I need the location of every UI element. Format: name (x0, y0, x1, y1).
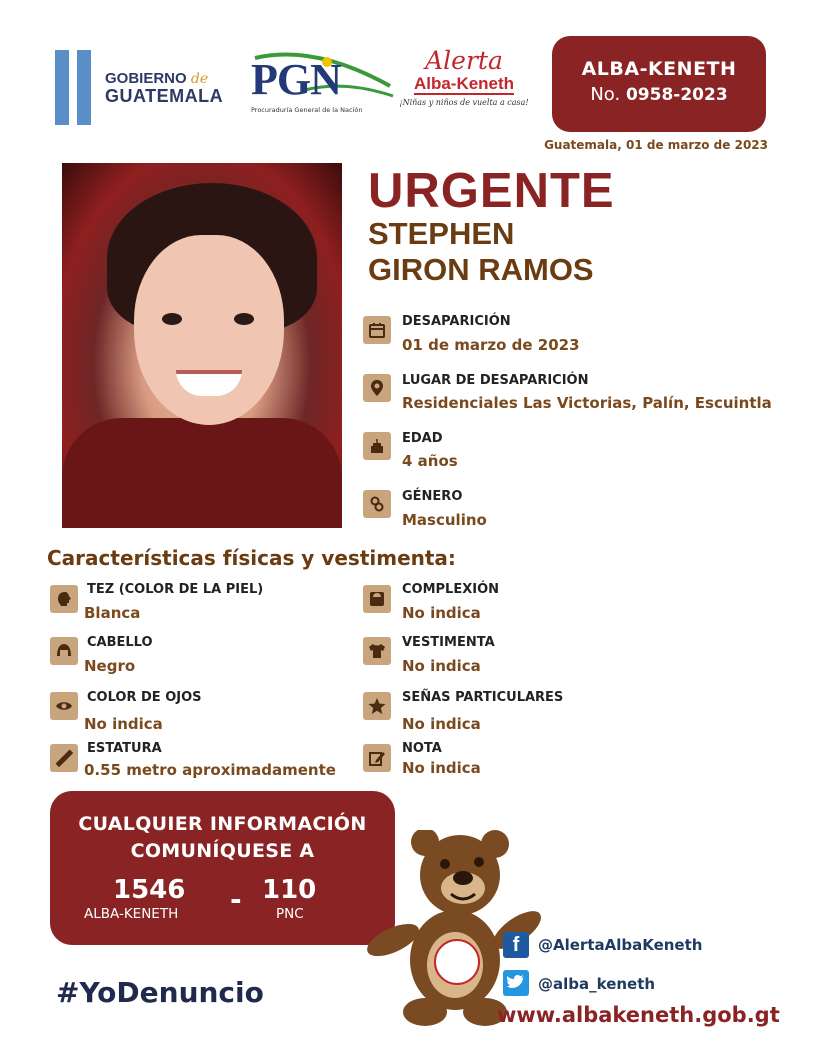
calendar-icon (363, 316, 391, 344)
char-label-note: NOTA (402, 741, 442, 756)
gobierno-line2: GUATEMALA (105, 86, 224, 106)
char-label-marks: SEÑAS PARTICULARES (402, 690, 564, 705)
contact-box (50, 791, 395, 945)
phone-separator: - (230, 883, 242, 916)
twitter-handle[interactable]: @alba_keneth (538, 975, 656, 993)
case-no-label: No. (590, 84, 621, 105)
case-number-badge (552, 36, 766, 132)
first-name: STEPHEN (368, 216, 515, 251)
pgn-subtitle: Procuraduría General de la Nación (251, 106, 363, 114)
pgn-letters: PGN (251, 55, 341, 104)
star-icon (363, 692, 391, 720)
char-label-hair: CABELLO (87, 635, 153, 650)
char-label-build: COMPLEXIÓN (402, 582, 500, 597)
note-edit-icon (363, 744, 391, 772)
head-profile-icon (50, 585, 78, 613)
gobierno-de: de (190, 71, 209, 87)
contact-line2: COMUNÍQUESE A (130, 840, 315, 862)
scale-icon (363, 585, 391, 613)
alerta-script: Alerta (425, 46, 503, 75)
char-label-height: ESTATURA (87, 741, 162, 756)
facebook-icon[interactable]: f (503, 932, 529, 958)
char-value-skin: Blanca (84, 604, 141, 622)
case-title: ALBA-KENETH (581, 58, 737, 80)
gender-icon (363, 490, 391, 518)
char-value-clothing: No indica (402, 657, 481, 675)
phone-label-alba-keneth: ALBA-KENETH (84, 906, 179, 922)
cake-icon (363, 432, 391, 460)
missing-child-photo (62, 163, 342, 528)
phone-label-pnc: PNC (276, 906, 304, 922)
location-pin-icon (363, 374, 391, 402)
char-label-skin: TEZ (COLOR DE LA PIEL) (87, 582, 264, 597)
contact-line1: CUALQUIER INFORMACIÓN (78, 813, 367, 835)
char-label-eyes: COLOR DE OJOS (87, 690, 202, 705)
detail-value-gender: Masculino (402, 511, 487, 529)
ruler-icon (50, 744, 78, 772)
issue-date: Guatemala, 01 de marzo de 2023 (544, 138, 768, 152)
shirt-icon (363, 637, 391, 665)
alerta-alba-keneth-logo (398, 48, 530, 118)
gobierno-logo-text (105, 70, 223, 105)
alerta-name: Alba-Keneth (413, 74, 515, 93)
char-value-note: No indica (402, 759, 481, 777)
detail-label-gender: GÉNERO (402, 489, 463, 504)
facebook-handle[interactable]: @AlertaAlbaKeneth (538, 936, 703, 954)
char-value-height: 0.55 metro aproximadamente (84, 761, 336, 779)
gobierno-logo-bars (55, 50, 95, 125)
person-name (368, 216, 594, 288)
eye-icon (50, 692, 78, 720)
twitter-icon[interactable] (503, 970, 529, 996)
detail-value-disappearance: 01 de marzo de 2023 (402, 336, 580, 354)
website-link[interactable]: www.albakeneth.gob.gt (497, 1003, 780, 1027)
phone-number-pnc: 110 (262, 875, 317, 905)
hashtag: #YoDenuncio (56, 976, 264, 1009)
characteristics-title: Características físicas y vestimenta: (47, 546, 456, 570)
pgn-logo (245, 50, 395, 120)
char-label-clothing: VESTIMENTA (402, 635, 495, 650)
hair-icon (50, 637, 78, 665)
detail-value-age: 4 años (402, 452, 458, 470)
detail-label-disappearance: DESAPARICIÓN (402, 314, 511, 329)
contact-title (50, 811, 395, 865)
char-value-build: No indica (402, 604, 481, 622)
alerta-tagline: ¡Niñas y niños de vuelta a casa! (399, 98, 529, 107)
gobierno-line1: GOBIERNO (105, 70, 187, 87)
last-name: GIRON RAMOS (368, 252, 594, 287)
char-value-hair: Negro (84, 657, 136, 675)
detail-value-location: Residenciales Las Victorias, Palín, Escuintla (402, 394, 772, 412)
char-value-eyes: No indica (84, 715, 163, 733)
bear-mascot (365, 830, 545, 1030)
urgent-heading: URGENTE (368, 164, 615, 218)
phone-number-alba-keneth: 1546 (113, 875, 186, 905)
detail-label-age: EDAD (402, 431, 443, 446)
detail-label-location: LUGAR DE DESAPARICIÓN (402, 373, 589, 388)
case-no: 0958-2023 (625, 85, 728, 105)
char-value-marks: No indica (402, 715, 481, 733)
